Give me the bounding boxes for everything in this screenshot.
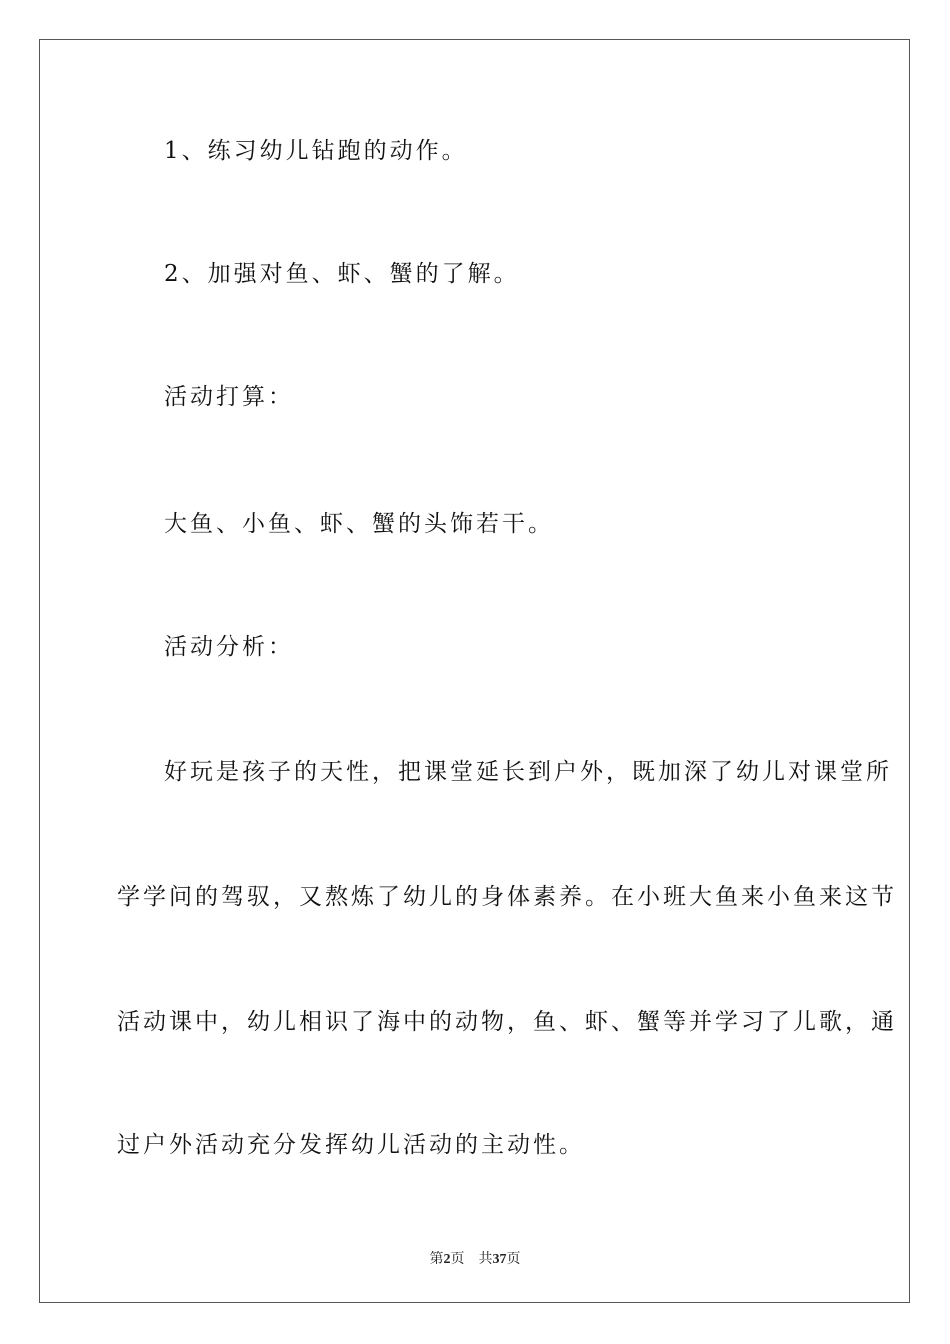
page-prefix: 第 [429,1252,444,1267]
page-border [39,39,910,1303]
total-prefix: 共 [478,1252,493,1267]
total-suffix: 页 [506,1252,521,1267]
analysis-line-1: 好玩是孩子的天性，把课堂延长到户外，既加深了幼儿对课堂所 [164,759,892,785]
preparation-text: 大鱼、小鱼、虾、蟹的头饰若干。 [164,511,554,537]
page-number: 2 [443,1252,451,1267]
section-heading-preparation: 活动打算： [164,384,294,410]
section-heading-analysis: 活动分析： [164,634,294,660]
page-suffix: 页 [450,1252,465,1267]
total-pages: 37 [492,1252,507,1267]
goal-item-1: 1、练习幼儿钻跑的动作。 [164,138,468,164]
analysis-line-4: 过户外活动充分发挥幼儿活动的主动性。 [117,1132,585,1158]
goal-item-2: 2、加强对鱼、虾、蟹的了解。 [164,261,520,287]
analysis-line-3: 活动课中，幼儿相识了海中的动物，鱼、虾、蟹等并学习了儿歌，通 [117,1009,897,1035]
page-footer [0,1248,950,1268]
analysis-line-2: 学学问的驾驭，又熬炼了幼儿的身体素养。在小班大鱼来小鱼来这节 [117,884,897,910]
